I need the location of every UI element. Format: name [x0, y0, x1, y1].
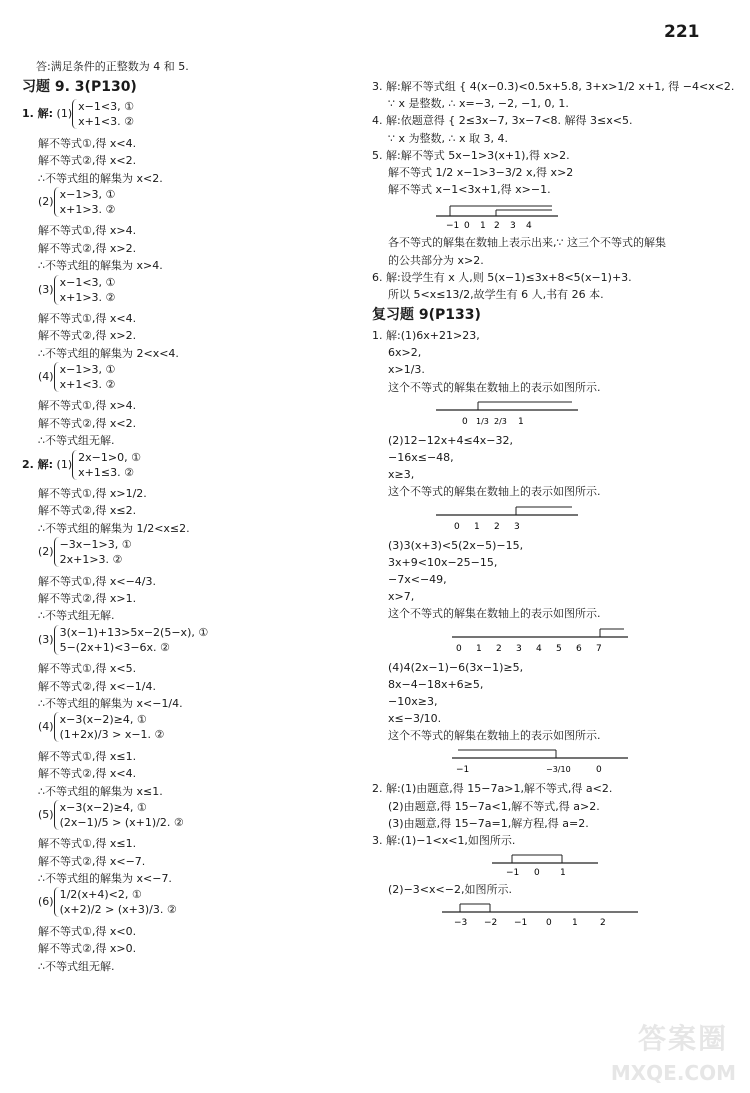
tick-label: 4	[536, 643, 542, 654]
review-line: 3x+9<10x−25−15,	[388, 555, 498, 569]
q2-line: (2)由题意,得 15−7a<1,解不等式,得 a>2.	[388, 799, 600, 813]
q6-line: 6. 解:设学生有 x 人,则 5(x−1)≤3x+8<5(x−1)+3.	[372, 270, 632, 284]
problem-2-label: 2. 解:	[22, 457, 54, 471]
solution-line: 解不等式①,得 x>4.	[38, 224, 137, 238]
tick-label: −1	[446, 221, 460, 231]
solution-line: ∴不等式组的解集为 x<2.	[38, 171, 163, 185]
tick-label: 3	[514, 521, 520, 532]
review-line: 8x−4−18x+6≥5,	[388, 677, 484, 691]
solution-line: 解不等式①,得 x≤1.	[38, 749, 137, 763]
number-line-r2-svg	[432, 503, 582, 533]
solution-line: ∴不等式组的解集为 x>4.	[38, 259, 163, 273]
solution-line: 解不等式①,得 x≤1.	[38, 837, 137, 851]
review-title: 复习题 9(P133)	[372, 307, 481, 324]
tick-label: 3	[510, 221, 516, 231]
q3-line: ∵ x 是整数, ∴ x=−3, −2, −1, 0, 1.	[388, 97, 569, 111]
system-1a: x−1<3, ① x+1<3. ②	[72, 99, 134, 129]
review-line: x>1/3.	[388, 363, 425, 377]
review-line: x≤−3/10.	[388, 712, 442, 726]
review-line: 这个不等式的解集在数轴上的表示如图所示.	[388, 729, 601, 743]
solution-line: 解不等式①,得 x<4.	[38, 136, 137, 150]
number-line-q3b-2-svg	[442, 900, 642, 928]
number-line-q5	[432, 200, 722, 230]
system-1c: x−1<3, ① x+1>3. ②	[54, 275, 116, 305]
watermark-url: MXQE.COM	[610, 1061, 736, 1085]
tick-label: 1	[476, 643, 482, 654]
tick-label: 1	[518, 416, 524, 427]
system-2a: 2x−1>0, ① x+1≤3. ②	[72, 450, 141, 480]
q5-line: 解不等式 x−1<3x+1,得 x>−1.	[388, 183, 551, 197]
tick-label: 0	[462, 416, 468, 427]
tick-label: 5	[556, 643, 562, 654]
solution-line: 解不等式②,得 x>1.	[38, 591, 137, 605]
tick-label: 1/3	[476, 416, 489, 426]
tick-label: 1	[572, 918, 578, 929]
solution-line: 解不等式①,得 x<4.	[38, 311, 137, 325]
q2-line: 2. 解:(1)由题意,得 15−7a>1,解不等式,得 a<2.	[372, 782, 613, 796]
number-line-r4-svg	[452, 746, 632, 776]
review-line: 1. 解:(1)6x+21>23,	[372, 329, 480, 343]
review-line: 这个不等式的解集在数轴上的表示如图所示.	[388, 485, 601, 499]
left-column: 答:满足条件的正整数为 4 和 5. 习题 9. 3(P130) 1. 解: (1) x−1<3, ① x+1<3. ② 解不等式①,得 x<4. 解不等式②,得 x<2. ∴不等式组的解集为 x<2. (2) x−1>3, ① x+1>3. ② 解不等式①,得 x>4. 解不等式②,得 x>2. ∴不等式组的解集为 x>4. (3) x−1<3, ① x+1>3. ② 解不等式①,得 x<4. 解不等式②,得 x>2. ∴不等式组的解集为 2<x<4. (4) x−1>3, ① x+1<3. ② 解不等式①,得 x>4. 解不等式②,得 x<2. ∴不等式组无解. 2. 解: (1) 2x−1>0, ① x+1≤3. ② 解不等式①,得 x>1/2. 解不等式②,得 x≤2. ∴不等式组的解集为 1/2<x≤2. (2) −3x−1>3, ① 2x+1>3. ② 解不等式①,得 x<−4/3. 解不等式②,得 x>1. ∴不等式组无解. (3) 3(x−1)+13>5x−2(5−x), ① 5−(2x+1)<3−6x. ② 解不等式①,得 x<5. 解不等式②,得 x<−1/4. ∴不等式组的解集为 x<−1/4. (4) x−3(x−2)≥4, ① (1+2x)/3 > x−1. ② 解不等式①,得 x≤1. 解不等式②,得 x<4. ∴不等式组的解集为 x≤1. (5) x−3(x−2)≥4, ① (2x−1)/5 > (x+1)/2. ② 解不等式①,得 x≤1. 解不等式②,得 x<−7. ∴不等式组的解集为 x<−7. (6) 1/2(x+4)<2, ① (x+2)/2 > (x+3)/3. ② 解不等式①,得 x<0. 解不等式②,得 x>0. ∴不等式组无解.	[22, 58, 357, 975]
tick-label: 0	[596, 765, 602, 776]
tick-label: −1	[514, 918, 528, 929]
number-line-q5-svg	[432, 200, 562, 230]
number-line-q3b-1-svg	[492, 851, 602, 877]
tick-label: 0	[456, 643, 462, 654]
solution-line: 解不等式②,得 x>2.	[38, 241, 137, 255]
solution-line: ∴不等式组的解集为 1/2<x≤2.	[38, 521, 190, 535]
system-2e: x−3(x−2)≥4, ① (2x−1)/5 > (x+1)/2. ②	[54, 800, 184, 830]
q2-line: (3)由题意,得 15−7a=1,解方程,得 a=2.	[388, 816, 589, 830]
q3b-line: (2)−3<x<−2,如图所示.	[388, 883, 512, 897]
review-line: x≥3,	[388, 468, 415, 482]
tick-label: 1	[480, 221, 486, 231]
review-line: −16x≤−48,	[388, 451, 454, 464]
system-1b: x−1>3, ① x+1>3. ②	[54, 187, 116, 217]
q6-line: 所以 5<x≤13/2,故学生有 6 人,书有 26 本.	[388, 287, 604, 301]
solution-line: 解不等式②,得 x<4.	[38, 767, 137, 781]
tick-label: 2	[494, 521, 500, 532]
tick-label: 7	[596, 643, 602, 654]
solution-line: ∴不等式组的解集为 x≤1.	[38, 784, 163, 798]
answer-line: 答:满足条件的正整数为 4 和 5.	[36, 60, 189, 73]
tick-label: 2	[496, 643, 502, 654]
tick-label: 0	[454, 521, 460, 532]
solution-line: ∴不等式组的解集为 2<x<4.	[38, 346, 179, 360]
solution-line: ∴不等式组的解集为 x<−1/4.	[38, 696, 183, 710]
tick-label: −3	[454, 918, 468, 929]
system-2b: −3x−1>3, ① 2x+1>3. ②	[54, 537, 132, 567]
number-line-q3b-1	[492, 851, 722, 877]
solution-line: 解不等式①,得 x<−4/3.	[38, 574, 156, 588]
solution-line: 解不等式①,得 x>4.	[38, 399, 137, 413]
review-line: x>7,	[388, 590, 415, 604]
section-title: 习题 9. 3(P130)	[22, 79, 137, 96]
review-line: −7x<−49,	[388, 572, 447, 586]
q4-line: 4. 解:依题意得 { 2≤3x−7, 3x−7<8. 解得 3≤x<5.	[372, 114, 633, 128]
tick-label: 2	[600, 918, 606, 929]
system-2c: 3(x−1)+13>5x−2(5−x), ① 5−(2x+1)<3−6x. ②	[54, 625, 209, 655]
q5-line: 解不等式 1/2 x−1>3−3/2 x,得 x>2	[388, 165, 574, 179]
tick-label: 1	[560, 868, 566, 878]
solution-line: 解不等式②,得 x<−1/4.	[38, 679, 156, 693]
tick-label: 6	[576, 643, 582, 654]
q5-line: 5. 解:解不等式 5x−1>3(x+1),得 x>2.	[372, 148, 570, 162]
solution-line: 解不等式②,得 x>2.	[38, 329, 137, 343]
system-2f: 1/2(x+4)<2, ① (x+2)/2 > (x+3)/3. ②	[54, 887, 177, 917]
tick-label: −3/10	[546, 765, 571, 775]
tick-label: 1	[474, 521, 480, 532]
problem-1-label: 1. 解:	[22, 107, 54, 121]
q3b-line: 3. 解:(1)−1<x<1,如图所示.	[372, 834, 516, 847]
q4-line: ∵ x 为整数, ∴ x 取 3, 4.	[388, 131, 508, 145]
number-line-r1	[432, 398, 722, 428]
review-line: 6x>2,	[388, 346, 422, 360]
tick-label: 0	[546, 918, 552, 929]
tick-label: 3	[516, 643, 522, 654]
review-line: (3)3(x+3)<5(2x−5)−15,	[388, 538, 524, 552]
right-column	[372, 78, 735, 932]
tick-label: −1	[506, 868, 520, 878]
number-line-r3-svg	[452, 625, 632, 655]
review-line: −10x≥3,	[388, 694, 438, 708]
solution-line: 解不等式①,得 x<5.	[38, 662, 137, 676]
number-line-r2	[432, 503, 722, 533]
solution-line: ∴不等式组无解.	[38, 609, 115, 623]
q3-line: 3. 解:解不等式组 { 4(x−0.3)<0.5x+5.8, 3+x>1/2 x+1, 得 −4<x<2.	[372, 80, 735, 93]
solution-line: 解不等式①,得 x<0.	[38, 924, 137, 938]
solution-line: 解不等式①,得 x>1/2.	[38, 487, 147, 501]
tick-label: 0	[534, 868, 540, 878]
q5-line: 各不等式的解集在数轴上表示出来,∵ 这三个不等式的解集	[388, 236, 666, 250]
solution-line: ∴不等式组无解.	[38, 434, 115, 448]
watermark-logo: 答案圈	[637, 1022, 728, 1055]
tick-label: 2	[494, 221, 500, 231]
review-line: 这个不等式的解集在数轴上的表示如图所示.	[388, 607, 601, 621]
page-number: 221	[664, 22, 700, 42]
tick-label: 4	[526, 221, 532, 231]
q5-line: 的公共部分为 x>2.	[388, 253, 484, 267]
solution-line: 解不等式②,得 x<2.	[38, 154, 137, 168]
tick-label: −2	[484, 918, 498, 929]
number-line-r3	[452, 625, 722, 655]
number-line-r1-svg	[432, 398, 582, 428]
tick-label: −1	[456, 765, 470, 776]
solution-line: 解不等式②,得 x≤2.	[38, 504, 137, 518]
solution-line: 解不等式②,得 x<−7.	[38, 854, 146, 868]
number-line-r4	[452, 746, 722, 776]
tick-label: 2/3	[494, 416, 507, 426]
review-line: (2)12−12x+4≤4x−32,	[388, 433, 513, 447]
solution-line: ∴不等式组无解.	[38, 959, 115, 973]
number-line-q3b-2	[442, 900, 722, 928]
system-1d: x−1>3, ① x+1<3. ②	[54, 362, 116, 392]
review-line: 这个不等式的解集在数轴上的表示如图所示.	[388, 380, 601, 394]
solution-line: 解不等式②,得 x<2.	[38, 416, 137, 430]
review-line: (4)4(2x−1)−6(3x−1)≥5,	[388, 660, 524, 674]
tick-label: 0	[464, 221, 470, 231]
solution-line: ∴不等式组的解集为 x<−7.	[38, 872, 172, 886]
solution-line: 解不等式②,得 x>0.	[38, 942, 137, 956]
system-2d: x−3(x−2)≥4, ① (1+2x)/3 > x−1. ②	[54, 712, 165, 742]
